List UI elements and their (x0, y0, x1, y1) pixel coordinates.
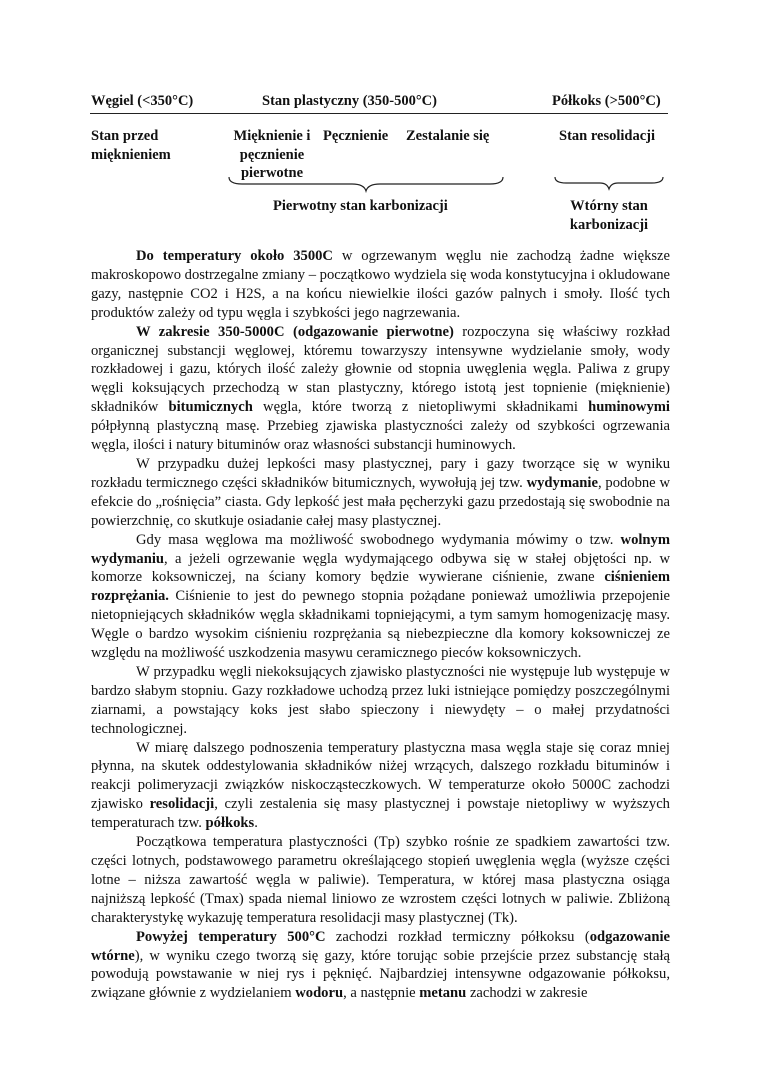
bold-term: półkoks (205, 815, 255, 832)
paragraph-text: , czyli zestalenia się masy plastycznej i powstaje nietopliwy w wyższych temperaturach tzw. (91, 796, 670, 832)
bold-term: wodoru (295, 985, 344, 1002)
paragraph-text: Ciśnienie to jest do pewnego stopnia pożądane ponieważ umożliwia przepojenie nietopniejących składników węgla składnikami topniejącymi, a tym samym homogenizację masy. Węgle o bardzo wysokim ciśnieniu rozprężania są niebezpieczne dla komory koksowniczej ze względu na możliwość uszkodzenia masywu ceramicznego pieców koksowniczych. (91, 588, 670, 662)
paragraph-text: zachodzi rozkład termiczny półkoksu ( (325, 928, 590, 945)
paragraph-3 (91, 455, 670, 531)
stage-before-softening: Stan przed mięknieniem (91, 128, 171, 163)
paragraph-2 (91, 323, 670, 455)
stage-softening-swelling: Mięknienie i pęcznienie pierwotne (233, 128, 311, 181)
paragraph-text: Gdy masa węglowa ma możliwość swobodnego wydymania mówimy o tzw. (136, 531, 621, 548)
bold-phrase: Do temperatury około 3500C (136, 248, 333, 264)
paragraph-text: zachodzi w zakresie (466, 985, 588, 1002)
column-header-plastic-state: Stan plastyczny (350-500°C) (262, 93, 437, 109)
bold-term: bitumicznych (168, 399, 253, 416)
header-rule (90, 113, 668, 114)
paragraph-5 (91, 663, 670, 739)
bold-term: odgazowanie wtórne (91, 928, 670, 964)
bold-term: huminowymi (588, 399, 670, 416)
column-header-semicoke: Półkoks (>500°C) (552, 93, 661, 109)
primary-carbonization-label: Pierwotny stan karbonizacji (273, 198, 448, 214)
paragraph-text: ), w wyniku czego tworzą się gazy, które torując sobie przejście przez substancję stałą powodują powstawanie w niej rys i pęknięć. Najbardziej intensywne odgazowanie półkoksu, związane głównie z wydzielaniem (91, 947, 670, 1002)
secondary-brace (554, 175, 664, 191)
bold-phrase: Powyżej temperatury 500°C (136, 928, 326, 945)
paragraph-text: , a jeżeli ogrzewanie węgla wydymającego odbywa się w stałej objętości np. w komorze koksowniczej, na ściany komory będzie wywierane ciśnienie, zwane (91, 550, 670, 586)
paragraph-8 (91, 928, 670, 1004)
secondary-carbonization-label: Wtórny stan karbonizacji (569, 198, 649, 233)
paragraph-text: w ogrzewanym węglu nie zachodzą żadne większe makroskopowo dostrzegalne zmiany – początkowo wydziela się woda konstytucyjna i okludowane gazy, następnie CO2 i H2S, a na końcu niewielkie ilości gazów palnych i smoły. Ilość tych produktów zależy od typu węgla i szybkości jego nagrzewania. (91, 248, 670, 321)
paragraph-1 (91, 247, 670, 323)
stage-solidifying: Zestalanie się (406, 128, 490, 144)
paragraph-4 (91, 531, 670, 663)
paragraph-text: , podobne w efekcie do „rośnięcia” ciasta. Gdy lepkość jest mała pęcherzyki gazu przedostają się swobodnie na powierzchnię, co skutkuje osiadanie całej masy plastycznej. (91, 474, 670, 529)
bold-term: metanu (419, 985, 467, 1002)
paragraph-text: W przypadku węgli niekoksujących zjawisko plastyczności nie występuje lub występuje w bardzo słabym stopniu. Gazy rozkładowe uchodzą przez luki istniejące pomiędzy poszczególnymi ziarnami, a powstający koks jest słabo spieczony i niewydęty – o małej przydatności technologicznej. (91, 663, 670, 737)
paragraph-text: Początkowa temperatura plastyczności (Tp) szybko rośnie ze spadkiem zawartości tzw. części lotnych, podstawowego parametru określającego stopień uwęglenia węgla (wyższe części lotne – niższa zawartość węgla w paliwie). Temperatura, w której masa plastyczna osiąga najniższą lepkość (Tmax) spada niemal liniowo ze wzrostem części lotnych w paliwie. Zbliżoną charakterystykę wykazuję temperatura resolidacji masy plastycznej (Tk). (91, 834, 670, 926)
paragraph-text: , a następnie (343, 985, 420, 1002)
paragraph-text: rozpoczyna się właściwy rozkład organicznej substancji węglowej, któremu towarzyszy intensywne wydzielanie smoły, wody rozkładowej i gazu, których ilość zależy głownie od stopnia uwęglenia węgla. Paliwa z grupy węgli koksujących przechodzą w stan plastyczny, którego istotą jest topnienie (mięknienie) składników (91, 323, 670, 416)
paragraph-text: W przypadku dużej lepkości masy plastycznej, pary i gazy tworzące się w wyniku rozkładu termicznego części składników bitumicznych, wywołują jej tzw. (91, 455, 670, 491)
bold-term: wydymanie (526, 474, 598, 491)
stage-resolidification: Stan resolidacji (559, 128, 655, 144)
paragraph-text: W miarę dalszego podnoszenia temperatury plastyczna masa węgla staje się coraz mniej płynna, na skutek oddestylowania składników niżej wrzących, dalszego rozkładu bituminów i reakcji polimeryzacji związków niskocząsteczkowych. W temperaturze około 5000C zachodzi zjawisko (91, 739, 670, 813)
bold-term: wolnym wydymaniu (91, 531, 670, 567)
stage-swelling: Pęcznienie (323, 128, 389, 144)
body-text (91, 247, 670, 1003)
bold-term: ciśnieniem rozprężania. (91, 569, 670, 605)
paragraph-7 (91, 833, 670, 928)
bold-term: resolidacji (149, 796, 215, 813)
column-header-coal: Węgiel (<350°C) (91, 93, 194, 109)
paragraph-text: węgla, które tworzą z nietopliwymi składnikami (252, 399, 589, 416)
paragraph-text: . (254, 815, 258, 832)
bold-phrase: W zakresie 350-5000C (odgazowanie pierwotne) (136, 323, 454, 340)
paragraph-text: półpłynną plastyczną masę. Przebieg zjawiska plastyczności zależy od szybkości ogrzewania węgla, ilości i natury bituminów oraz własności substancji huminowych. (91, 418, 670, 454)
primary-brace (228, 175, 504, 193)
paragraph-6 (91, 739, 670, 834)
